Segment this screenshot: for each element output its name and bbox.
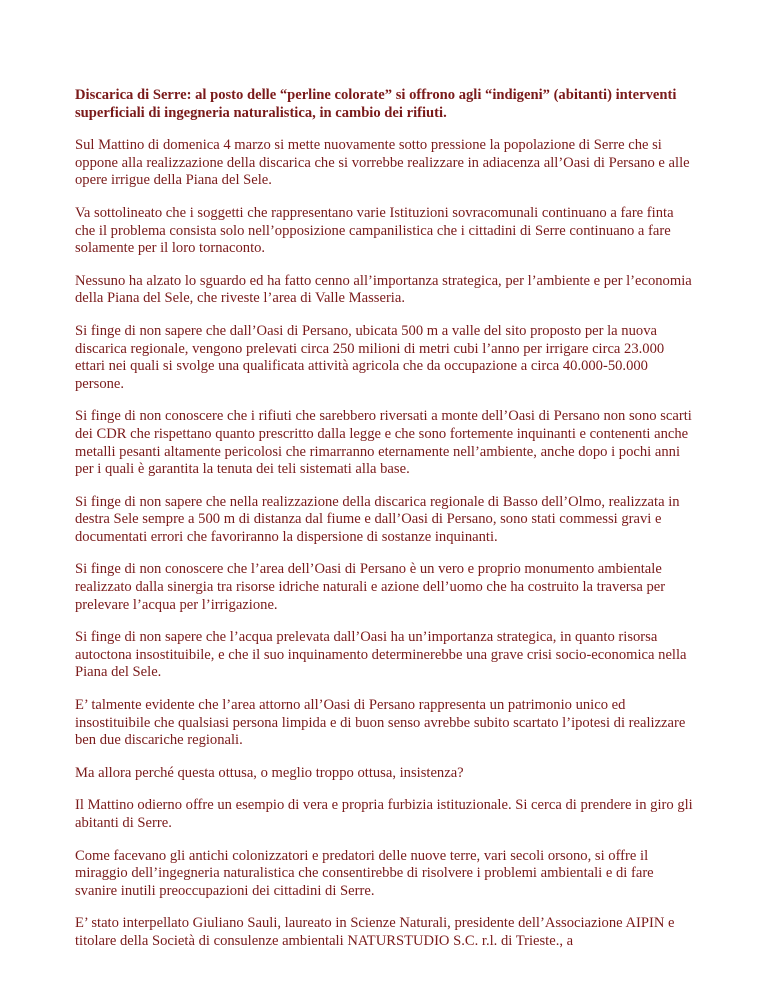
paragraph-10: Ma allora perché questa ottusa, o meglio troppo ottusa, insistenza? [75, 764, 464, 781]
paragraph-1: Sul Mattino di domenica 4 marzo si mette nuovamente sotto pressione la popolazione di Serre che si oppone alla realizzazione della discarica che si vorrebbe realizzare in adiacenza all’Oasi di Persano e alle opere irrigue della Piana del Sele. [75, 137, 690, 189]
paragraph-11: Il Mattino odierno offre un esempio di vera e propria furbizia istituzionale. Si cerca di prendere in giro gli abitanti di Serre. [75, 797, 693, 831]
paragraph-8: Si finge di non sapere che l’acqua prelevata dall’Oasi ha un’importanza strategica, in quanto risorsa autoctona insostituibile, e che il suo inquinamento determinerebbe una grave crisi socio-economica nella Piana del Sele. [75, 629, 687, 681]
paragraph-4: Si finge di non sapere che dall’Oasi di Persano, ubicata 500 m a valle del sito proposto per la nuova discarica regionale, vengono prelevati circa 250 milioni di metri cubi l’anno per irrigare circa 23.000 ettari nei quali si svolge una qualificata attività agricola che da occupazione a circa 40.000-50.000 persone. [75, 322, 665, 392]
paragraph-5: Si finge di non conoscere che i rifiuti che sarebbero riversati a monte dell’Oasi di Persano non sono scarti dei CDR che rispettano quanto prescritto dalla legge e che sono fortemente inquinanti e contenenti anche metalli pesanti altamente pericolosi che rimarranno eternamente nell’ambiente, anche dopo i pochi anni per i quali è garantita la tenuta dei teli sistemati alla base. [75, 408, 692, 478]
paragraph-6: Si finge di non sapere che nella realizzazione della discarica regionale di Basso dell’Olmo, realizzata in destra Sele sempre a 500 m di distanza dal fiume e dall’Oasi di Persano, sono stati commessi gravi e documentati errori che favoriranno la dispersione di sostanze inquinanti. [75, 493, 680, 545]
paragraph-7: Si finge di non conoscere che l’area dell’Oasi di Persano è un vero e proprio monumento ambientale realizzato dalla sinergia tra risorse idriche naturali e azione dell’uomo che ha costruito la traversa per prelevare l’acqua per l’irrigazione. [75, 561, 666, 613]
paragraph-2: Va sottolineato che i soggetti che rappresentano varie Istituzioni sovracomunali continuano a fare finta che il problema consista solo nell’opposizione campanilistica che i cittadini di Serre continuano a fare solamente per il loro tornaconto. [75, 204, 674, 257]
paragraph-3: Nessuno ha alzato lo sguardo ed ha fatto cenno all’importanza strategica, per l’ambiente e per l’economia della Piana del Sele, che riveste l’area di Valle Masseria. [75, 272, 692, 307]
paragraph-13: E’ stato interpellato Giuliano Sauli, laureato in Scienze Naturali, presidente dell’Associazione AIPIN e titolare della Società di consulenze ambientali NATURSTUDIO S.C. r.l. di Trieste., a [75, 915, 675, 949]
paragraph-12: Come facevano gli antichi colonizzatori e predatori delle nuove terre, vari secoli orsono, si offre il miraggio dell’ingegneria naturalistica che consentirebbe di risolvere i problemi ambientali e di fare svanire inutili preoccupazioni dei cittadini di Serre. [75, 847, 654, 899]
document-title: Discarica di Serre: al posto delle “perline colorate” si offrono agli “indigeni” (abitanti) interventi superficiali di ingegneria naturalistica, in cambio dei rifiuti. [75, 87, 677, 121]
paragraph-9: E’ talmente evidente che l’area attorno all’Oasi di Persano rappresenta un patrimonio unico ed insostituibile che qualsiasi persona limpida e di buon senso avrebbe subito scartato l’ipotesi di realizzare ben due discariche regionali. [75, 697, 686, 749]
document-page [75, 87, 695, 966]
